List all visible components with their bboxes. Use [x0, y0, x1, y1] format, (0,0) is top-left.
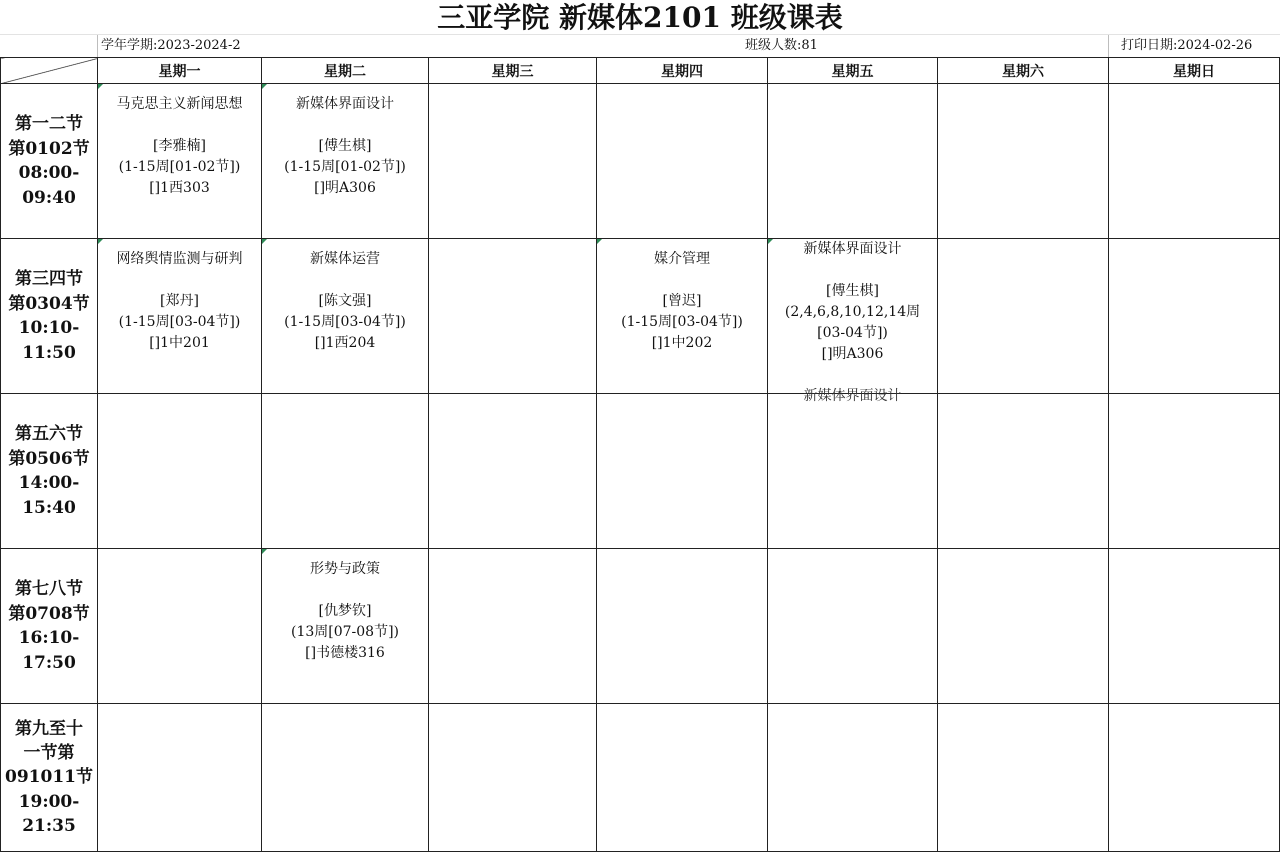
period-row	[1, 394, 1280, 549]
meta-divider	[1108, 35, 1109, 57]
cell-marker	[597, 239, 602, 244]
empty-cell[interactable]	[98, 394, 262, 549]
empty-cell[interactable]	[262, 394, 429, 549]
day-header-sun: 星期日	[1109, 58, 1280, 84]
empty-cell[interactable]	[768, 394, 938, 549]
course-weeks: (1-15周[03-04节])	[284, 314, 406, 331]
period-label: 第一二节 第0102节 08:00- 09:40	[1, 84, 98, 239]
course-name: 网络舆情监测与研判	[116, 251, 243, 268]
course-teacher: [仇梦钦]	[318, 603, 372, 620]
empty-cell[interactable]	[938, 394, 1109, 549]
empty-cell[interactable]	[98, 704, 262, 852]
print-date-label: 打印日期:2024-02-26	[1121, 38, 1253, 53]
course-name: 新媒体界面设计	[803, 241, 902, 258]
course-weeks: (1-15周[01-02节])	[118, 159, 241, 176]
empty-cell[interactable]	[98, 549, 262, 704]
empty-cell[interactable]	[429, 549, 597, 704]
cell-marker	[262, 84, 267, 89]
empty-cell[interactable]	[768, 84, 938, 239]
day-header-sat: 星期六	[938, 58, 1109, 84]
day-header-tue: 星期二	[262, 58, 429, 84]
course-cell[interactable]	[98, 239, 262, 394]
course-cell[interactable]	[768, 239, 938, 405]
period-label: 第七八节 第0708节 16:10- 17:50	[1, 549, 98, 704]
course-cell[interactable]	[262, 84, 429, 239]
period-label: 第三四节 第0304节 10:10- 11:50	[1, 239, 98, 394]
course-room: []明A306	[314, 180, 376, 197]
overflow-text: 新媒体界面设计	[803, 388, 902, 405]
empty-cell[interactable]	[768, 549, 938, 704]
empty-cell[interactable]	[429, 704, 597, 852]
course-teacher: [傅生棋]	[318, 138, 372, 155]
course-cell[interactable]	[262, 239, 429, 394]
period-row	[1, 239, 1280, 394]
cell-marker	[262, 549, 267, 554]
period-row	[1, 84, 1280, 239]
course-weeks: (1-15周[01-02节])	[284, 159, 406, 176]
empty-cell[interactable]	[429, 239, 597, 394]
day-header-wed: 星期三	[429, 58, 597, 84]
course-teacher: [傅生棋]	[826, 283, 879, 300]
cell-marker	[98, 84, 103, 89]
cell-marker	[98, 239, 103, 244]
course-room: []1中202	[651, 335, 713, 352]
day-header-thu: 星期四	[597, 58, 768, 84]
day-header-fri: 星期五	[768, 58, 938, 84]
empty-cell[interactable]	[1109, 84, 1280, 239]
course-room: []1西303	[149, 180, 210, 197]
empty-cell[interactable]	[938, 239, 1109, 394]
empty-cell[interactable]	[597, 704, 768, 852]
course-weeks: (1-15周[03-04节])	[621, 314, 743, 331]
corner-cell	[1, 58, 98, 84]
cell-marker	[262, 239, 267, 244]
course-weeks: (1-15周[03-04节])	[118, 314, 241, 331]
course-name: 新媒体运营	[310, 251, 380, 268]
empty-cell[interactable]	[597, 549, 768, 704]
empty-cell[interactable]	[1109, 239, 1280, 394]
course-name: 媒介管理	[654, 251, 710, 268]
course-weeks-cont: [03-04节])	[817, 325, 888, 342]
class-size-label: 班级人数:81	[745, 38, 818, 53]
course-room: []1中201	[149, 335, 210, 352]
course-cell[interactable]	[98, 84, 262, 239]
course-name: 新媒体界面设计	[296, 96, 394, 113]
timetable-grid	[0, 57, 1280, 852]
empty-cell[interactable]	[262, 704, 429, 852]
empty-cell[interactable]	[938, 704, 1109, 852]
course-teacher: [曾迟]	[662, 293, 702, 310]
empty-cell[interactable]	[429, 394, 597, 549]
empty-cell[interactable]	[938, 549, 1109, 704]
period-label: 第五六节 第0506节 14:00- 15:40	[1, 394, 98, 549]
empty-cell[interactable]	[597, 84, 768, 239]
course-teacher: [李雅楠]	[153, 138, 206, 155]
period-row	[1, 704, 1280, 852]
course-teacher: [郑丹]	[160, 293, 199, 310]
empty-cell[interactable]	[1109, 549, 1280, 704]
course-weeks: (2,4,6,8,10,12,14周	[784, 304, 921, 321]
header-row	[1, 58, 1280, 84]
day-header-mon: 星期一	[98, 58, 262, 84]
semester-label: 学年学期:2023-2024-2	[101, 38, 241, 53]
empty-cell[interactable]	[429, 84, 597, 239]
course-teacher: [陈文强]	[318, 293, 372, 310]
empty-cell[interactable]	[768, 704, 938, 852]
course-cell[interactable]	[597, 239, 768, 394]
timetable-title: 三亚学院 新媒体2101 班级课表	[0, 0, 1280, 35]
empty-cell[interactable]	[1109, 394, 1280, 549]
empty-cell[interactable]	[1109, 704, 1280, 852]
course-name: 形势与政策	[310, 561, 380, 578]
course-cell[interactable]	[262, 549, 429, 704]
course-weeks: (13周[07-08节])	[290, 624, 400, 641]
course-name: 马克思主义新闻思想	[116, 96, 243, 113]
course-room: []1西204	[314, 335, 376, 352]
empty-cell[interactable]	[938, 84, 1109, 239]
course-room: []书德楼316	[305, 645, 385, 662]
period-label: 第九至十 一节第 091011节 19:00- 21:35	[1, 704, 98, 852]
meta-divider	[97, 35, 98, 57]
period-row	[1, 549, 1280, 704]
cell-marker	[768, 239, 773, 244]
empty-cell[interactable]	[597, 394, 768, 549]
course-room: []明A306	[821, 346, 884, 363]
